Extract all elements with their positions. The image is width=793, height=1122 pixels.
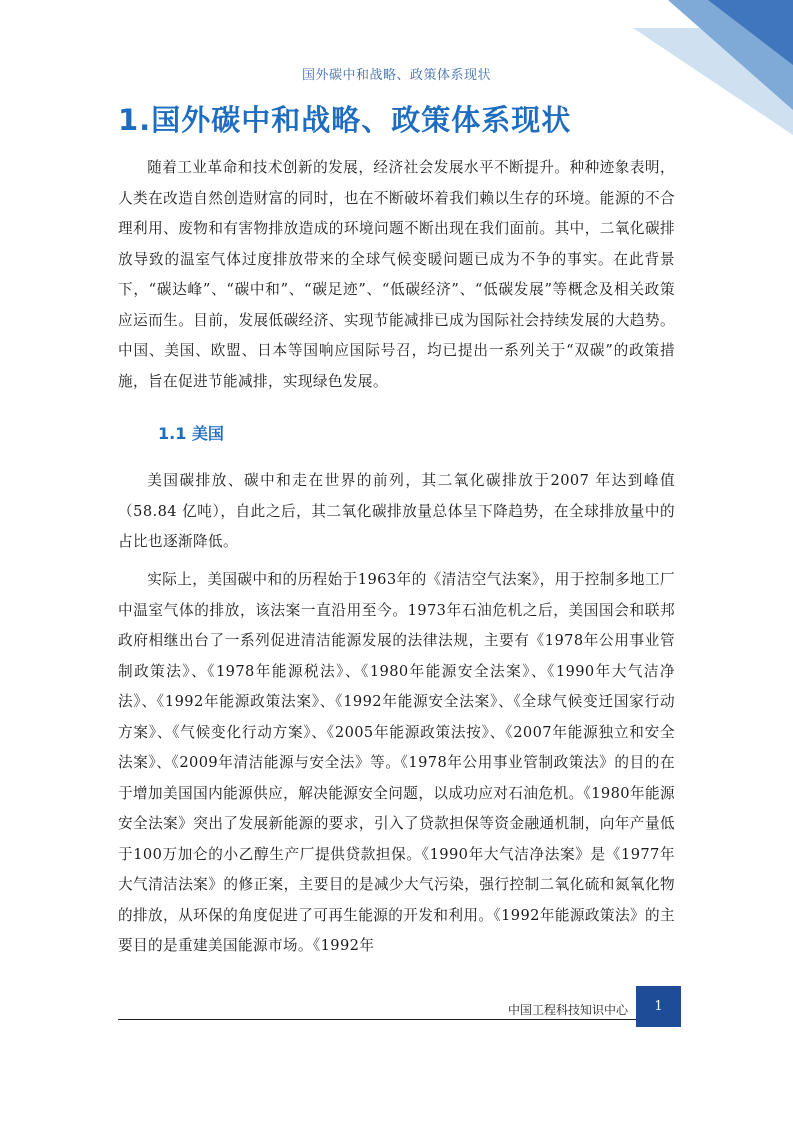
section-paragraph-2: 实际上，美国碳中和的历程始于1963年的《清洁空气法案》，用于控制多地工厂中温室气体的排放，该法案一直沿用至今。1973年石油危机之后，美国国会和联邦政府相继出台了一系列促进清洁能源发展的法律法规，主要有《1978年公用事业管制政策法》、《1978年能源税法》、《1980年能源安全法案》、《1990年大气洁净法》、《1992年能源政策法案》、《1992年能源安全法案》、《全球气候变迁国家行动方案》、《气候变化行动方案》、《2005年能源政策法按》、《2007年能源独立和安全法案》、《2009年清洁能源与安全法》等。《1978年公用事业管制政策法》的目的在于增加美国国内能源供应，解决能源安全问题，以成功应对石油危机。《1980年能源安全法案》突出了发展新能源的要求，引入了贷款担保等资金融通机制，向年产量低于100万加仑的小乙醇生产厂提供贷款担保。《1990年大气洁净法案》是《1977年大气清洁法案》的修正案，主要目的是减少大气污染，强行控制二氧化硫和氮氧化物的排放，从环保的角度促进了可再生能源的开发和利用。《1992年能源政策法》的主要目的是重建美国能源市场。《1992年 (118, 571, 675, 954)
footer-org: 中国工程科技知识中心 (507, 1003, 628, 1017)
page-title: 1.国外碳中和战略、政策体系现状 (118, 103, 572, 137)
section-heading: 1.1 美国 (158, 424, 224, 443)
running-header: 国外碳中和战略、政策体系现状 (301, 68, 491, 83)
intro-paragraph: 随着工业革命和技术创新的发展，经济社会发展水平不断提升。种种迹象表明，人类在改造自然创造财富的同时，也在不断破坏着我们赖以生存的环境。能源的不合理利用、废物和有害物排放造成的环境问题不断出现在我们面前。其中，二氧化碳排放导致的温室气体过度排放带来的全球气候变暖问题已成为不争的事实。在此背景下，“碳达峰”、“碳中和”、“碳足迹”、“低碳经济”、“低碳发展”等概念及相关政策应运而生。目前，发展低碳经济、实现节能减排已成为国际社会持续发展的大趋势。中国、美国、欧盟、日本等国响应国际号召，均已提出一系列关于“双碳”的政策措施，旨在促进节能减排，实现绿色发展。 (118, 159, 675, 390)
page-number: 1 (636, 986, 681, 1027)
section-paragraph-1: 美国碳排放、碳中和走在世界的前列，其二氧化碳排放于2007 年达到峰值（58.84 亿吨），自此之后，其二氧化碳排放量总体呈下降趋势，在全球排放量中的占比也逐渐降低。 (118, 472, 675, 550)
footer-divider (118, 1019, 678, 1020)
